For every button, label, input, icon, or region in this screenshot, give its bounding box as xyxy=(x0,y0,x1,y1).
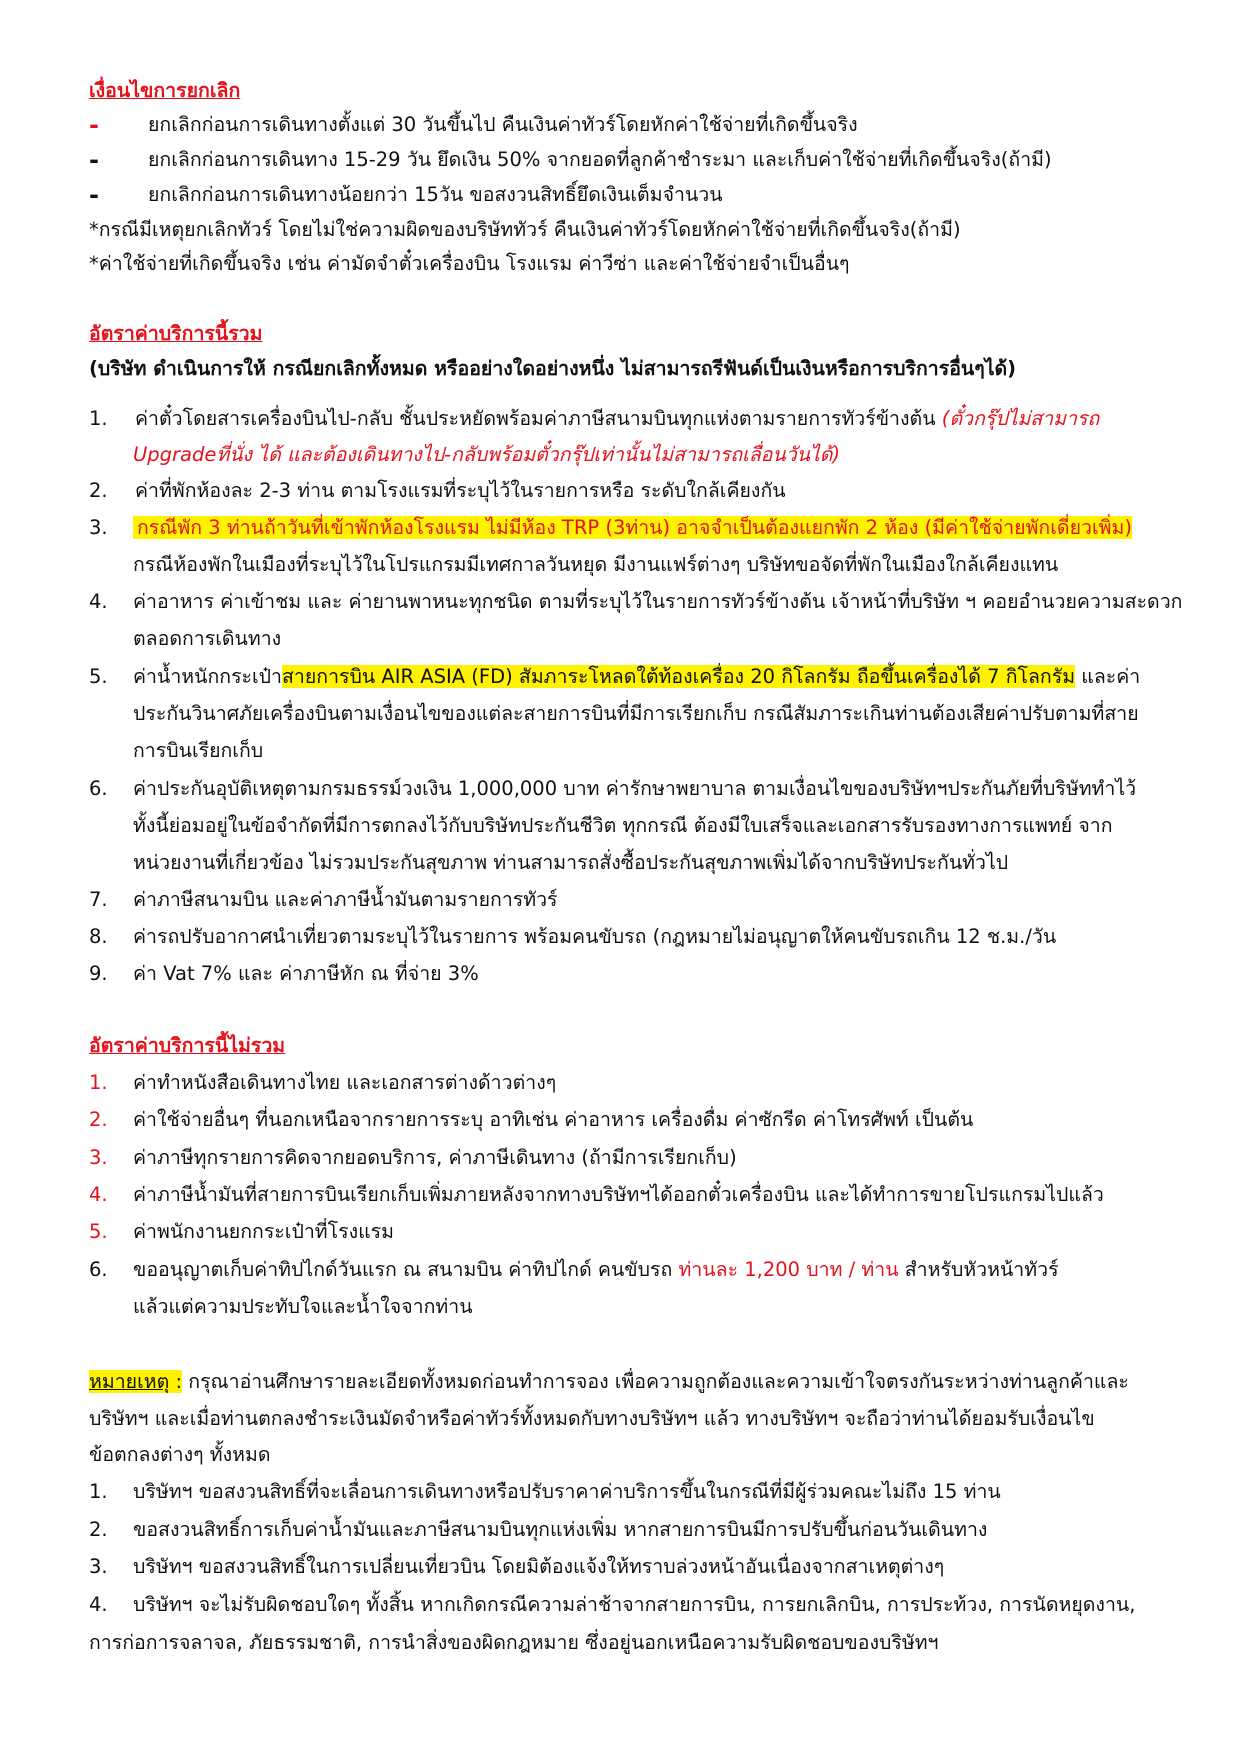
excluded-item-6-price: ท่านละ 1,200 บาท / ท่าน xyxy=(678,1258,899,1281)
included-item-9: ค่า Vat 7% และ ค่าภาษีหัก ณ ที่จ่าย 3% xyxy=(133,962,479,985)
included-heading: อัตราค่าบริการนี้รวม xyxy=(89,322,263,345)
remark-item-2: ขอสงวนสิทธิ์การเก็บค่าน้ำมันและภาษีสนามบินทุกแห่งเพิ่ม หากสายการบินมีการปรับขึ้นก่อนวันเดินทาง xyxy=(133,1518,988,1541)
item-number: 2. xyxy=(89,1108,108,1131)
remarks-text: กรุณาอ่านศึกษารายละเอียดทั้งหมดก่อนทำการจอง เพื่อความถูกต้องและความเข้าใจตรงกันระหว่างท่านลูกค้าและ xyxy=(182,1370,1129,1393)
cancel-note-2: *ค่าใช้จ่ายที่เกิดขึ้นจริง เช่น ค่ามัดจำตั๋วเครื่องบิน โรงแรม ค่าวีซ่า และค่าใช้จ่ายจำเป็นอื่นๆ xyxy=(89,252,850,275)
cancel-item-3: ยกเลิกก่อนการเดินทางน้อยกว่า 15วัน ขอสงวนสิทธิ์ยึดเงินเต็มจำนวน xyxy=(148,183,723,206)
included-item-3-cont: กรณีห้องพักในเมืองที่ระบุไว้ในโปรแกรมมีเทศกาลวันหยุด มีงานแฟร์ต่างๆ บริษัทขอจัดที่พักในเมืองใกล้เคียงแทน xyxy=(133,553,1059,576)
excluded-item-1: ค่าทำหนังสือเดินทางไทย และเอกสารต่างด้าวต่างๆ xyxy=(133,1071,557,1094)
item-number: 6. xyxy=(89,777,108,800)
included-subheading: (บริษัท ดำเนินการให้ กรณียกเลิกทั้งหมด หรืออย่างใดอย่างหนึ่ง ไม่สามารถรีฟันด์เป็นเงินหรือการบริการอื่นๆได้) xyxy=(89,357,1017,380)
excluded-item-3: ค่าภาษีทุกรายการคิดจากยอดบริการ, ค่าภาษีเดินทาง (ถ้ามีการเรียกเก็บ) xyxy=(133,1146,737,1169)
excluded-item-6 xyxy=(133,1251,1059,1289)
included-item-5-cont-2: การบินเรียกเก็บ xyxy=(133,739,264,762)
item-number: 2. xyxy=(89,479,108,502)
item-number: 9. xyxy=(89,962,108,985)
item-number: 3. xyxy=(89,1555,108,1578)
included-item-4: ค่าอาหาร ค่าเข้าชม และ ค่ายานพาหนะทุกชนิด ตามที่ระบุไว้ในรายการทัวร์ข้างต้น เจ้าหน้าที่บริษัท ฯ คอยอำนวยความสะดวก xyxy=(133,590,1183,613)
item-number: 4. xyxy=(89,1183,108,1206)
remark-item-3: บริษัทฯ ขอสงวนสิทธิ์ในการเปลี่ยนเที่ยวบิน โดยมิต้องแจ้งให้ทราบล่วงหน้าอันเนื่องจากสาเหตุต่างๆ xyxy=(133,1555,945,1578)
item-number: 8. xyxy=(89,925,108,948)
cancel-item-2: ยกเลิกก่อนการเดินทาง 15-29 วัน ยึดเงิน 50% จากยอดที่ลูกค้าชำระมา และเก็บค่าใช้จ่ายที่เกิดขึ้นจริง(ถ้ามี) xyxy=(148,148,1052,171)
item-number: 4. xyxy=(89,1593,108,1616)
included-item-3-highlight: กรณีพัก 3 ท่านถ้าวันที่เข้าพักห้องโรงแรม ไม่มีห้อง TRP (3ท่าน) อาจจำเป็นต้องแยกพัก 2 ห้อง (มีค่าใช้จ่ายพักเดี่ยวเพิ่ม) xyxy=(133,516,1132,539)
item-number: 7. xyxy=(89,888,108,911)
included-item-3 xyxy=(133,509,1132,547)
item-number: 1. xyxy=(89,1071,108,1094)
included-item-8: ค่ารถปรับอากาศนำเที่ยวตามระบุไว้ในรายการ พร้อมคนขับรถ (กฎหมายไม่อนุญาตให้คนขับรถเกิน 12 ช.ม./วัน xyxy=(133,925,1057,948)
item-number: 2. xyxy=(89,1518,108,1541)
included-item-1-text: ค่าตั๋วโดยสารเครื่องบินไป-กลับ ชั้นประหยัดพร้อมค่าภาษีสนามบินทุกแห่งตามรายการทัวร์ข้างต้น xyxy=(135,407,936,430)
cancel-note-1: *กรณีมีเหตุยกเลิกทัวร์ โดยไม่ใช่ความผิดของบริษัททัวร์ คืนเงินค่าทัวร์โดยหักค่าใช้จ่ายที่เกิดขึ้นจริง(ถ้ามี) xyxy=(89,218,961,241)
included-item-1 xyxy=(135,400,1099,438)
cancel-item-1: ยกเลิกก่อนการเดินทางตั้งแต่ 30 วันขึ้นไป คืนเงินค่าทัวร์โดยหักค่าใช้จ่ายที่เกิดขึ้นจริง xyxy=(148,113,858,136)
excluded-heading: อัตราค่าบริการนี้ไม่รวม xyxy=(89,1034,286,1057)
cancel-heading: เงื่อนไขการยกเลิก xyxy=(89,79,241,102)
item-number: 1. xyxy=(89,407,108,430)
included-item-5-text: ค่าน้ำหนักกระเป๋า xyxy=(133,665,283,688)
included-item-1-note-cont: Upgradeที่นั่ง ได้ และต้องเดินทางไป-กลับพร้อมตั๋วกรุ๊ปเท่านั้นไม่สามารถเลื่อนวันได้) xyxy=(133,443,841,466)
included-item-6: ค่าประกันอุบัติเหตุตามกรมธรรม์วงเงิน 1,000,000 บาท ค่ารักษาพยาบาล ตามเงื่อนไขของบริษัทฯประกันภัยที่บริษัททำไว้ xyxy=(133,777,1137,800)
excluded-item-4: ค่าภาษีน้ำมันที่สายการบินเรียกเก็บเพิ่มภายหลังจากทางบริษัทฯได้ออกตั๋วเครื่องบิน และได้ทำการขายโปรแกรมไปแล้ว xyxy=(133,1183,1104,1206)
included-item-6-cont: ทั้งนี้ย่อมอยู่ในข้อจำกัดที่มีการตกลงไว้กับบริษัทประกันชีวิต ทุกกรณี ต้องมีใบเสร็จและเอกสารรับรองทางการแพทย์ จาก xyxy=(133,814,1113,837)
excluded-item-6-text-end: สำหรับหัวหน้าทัวร์ xyxy=(904,1258,1059,1281)
included-item-4-cont: ตลอดการเดินทาง xyxy=(133,627,282,650)
dash-marker: - xyxy=(89,181,99,209)
included-item-5-cont: ประกันวินาศภัยเครื่องบินตามเงื่อนไขของแต่ละสายการบินที่มีการเรียกเก็บ กรณีสัมภาระเกินท่านต้องเสียค่าปรับตามที่สาย xyxy=(133,702,1139,725)
excluded-item-2: ค่าใช้จ่ายอื่นๆ ที่นอกเหนือจากรายการระบุ อาทิเช่น ค่าอาหาร เครื่องดื่ม ค่าซักรีด ค่าโทรศัพท์ เป็นต้น xyxy=(133,1108,974,1131)
item-number: 1. xyxy=(89,1480,108,1503)
remarks-intro xyxy=(89,1363,1129,1401)
included-item-6-cont-2: หน่วยงานที่เกี่ยวข้อง ไม่รวมประกันสุขภาพ ท่านสามารถสั่งซื้อประกันสุขภาพเพิ่มได้จากบริษัทประกันทั่วไป xyxy=(133,851,1009,874)
dash-marker: - xyxy=(89,146,99,174)
included-item-5 xyxy=(133,658,1140,696)
remarks-colon: : xyxy=(169,1370,183,1393)
excluded-item-6-cont: แล้วแต่ความประทับใจและน้ำใจจากท่าน xyxy=(133,1295,473,1318)
included-item-1-note: (ตั๋วกรุ๊ปไม่สามารถ xyxy=(941,407,1100,430)
remark-item-1: บริษัทฯ ขอสงวนสิทธิ์ที่จะเลื่อนการเดินทางหรือปรับราคาค่าบริการขึ้นในกรณีที่มีผู้ร่วมคณะไม่ถึง 15 ท่าน xyxy=(133,1480,1001,1503)
item-number: 5. xyxy=(89,1220,108,1243)
remarks-text-cont: บริษัทฯ และเมื่อท่านตกลงชำระเงินมัดจำหรือค่าทัวร์ทั้งหมดกับทางบริษัทฯ แล้ว ทางบริษัทฯ จะถือว่าท่านได้ยอมรับเงื่อนไข xyxy=(89,1407,1095,1430)
included-item-5-text-end: และค่า xyxy=(1081,665,1141,688)
item-number: 3. xyxy=(89,516,108,539)
remarks-label: หมายเหตุ xyxy=(89,1370,170,1393)
included-item-5-highlight: สายการบิน AIR ASIA (FD) สัมภาระโหลดใต้ท้องเครื่อง 20 กิโลกรัม ถือขึ้นเครื่องได้ 7 กิโลกรัม xyxy=(282,665,1076,688)
remark-item-4: บริษัทฯ จะไม่รับผิดชอบใดๆ ทั้งสิ้น หากเกิดกรณีความล่าช้าจากสายการบิน, การยกเลิกบิน, การประท้วง, การนัดหยุดงาน, xyxy=(133,1593,1136,1616)
excluded-item-6-text: ขออนุญาตเก็บค่าทิปไกด์วันแรก ณ สนามบิน ค่าทิปไกด์ คนขับรถ xyxy=(133,1258,673,1281)
item-number: 6. xyxy=(89,1258,108,1281)
excluded-item-5: ค่าพนักงานยกกระเป๋าที่โรงแรม xyxy=(133,1220,394,1243)
item-number: 3. xyxy=(89,1146,108,1169)
remark-item-4-cont: การก่อการจลาจล, ภัยธรรมชาติ, การนำสิ่งของผิดกฎหมาย ซึ่งอยู่นอกเหนือความรับผิดชอบของบริษัทฯ xyxy=(89,1631,939,1654)
remarks-text-cont-2: ข้อตกลงต่างๆ ทั้งหมด xyxy=(89,1443,271,1466)
item-number: 5. xyxy=(89,665,108,688)
dash-marker: - xyxy=(89,111,99,139)
included-item-2: ค่าที่พักห้องละ 2-3 ท่าน ตามโรงแรมที่ระบุไว้ในรายการหรือ ระดับใกล้เคียงกัน xyxy=(135,479,786,502)
included-item-7: ค่าภาษีสนามบิน และค่าภาษีน้ำมันตามรายการทัวร์ xyxy=(133,888,558,911)
item-number: 4. xyxy=(89,590,108,613)
